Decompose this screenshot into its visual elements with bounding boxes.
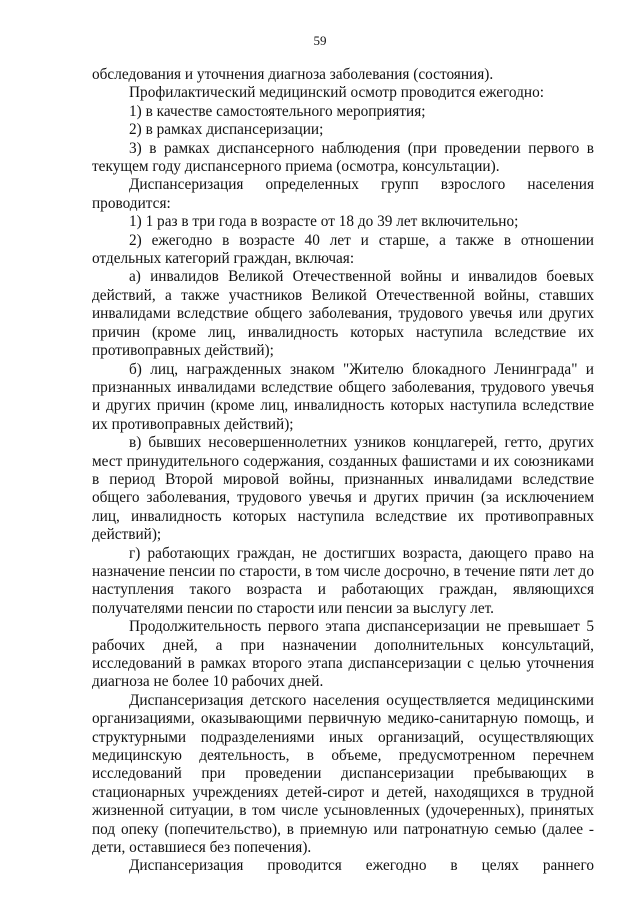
paragraph-continuation: обследования и уточнения диагноза заболевания (состояния). [92, 66, 494, 83]
paragraph-duration: Продолжительность первого этапа диспансеризации не превышает 5 рабочих дней, а при назначении дополнительных консультаций, исследований в рамках второго этапа диспансеризации с целью уточнения диагноза не более 10 рабочих дней. [92, 618, 594, 691]
list-item-b: б) лиц, награжденных знаком "Жителю блокадного Ленинграда" и признанных инвалидами вследствие общего заболевания, трудового увечья и других причин (кроме лиц, инвалидность которых наступила вследствие их противоправных действий); [92, 360, 594, 433]
page-number: 59 [313, 33, 327, 48]
list-item-d: г) работающих граждан, не достигших возраста, дающего право на назначение пенсии по старости, в том числе досрочно, в течение пяти лет до наступления такого возраста и работающих граждан, являющихся получателями пенсии по старости или пенсии за выслугу лет. [92, 544, 594, 617]
paragraph-adult-screening: Диспансеризация определенных групп взрослого населения проводится: [92, 176, 594, 212]
list-item-1: 1) в качестве самостоятельного мероприятия; [129, 102, 426, 120]
paragraph-checkup-frequency: Профилактический медицинский осмотр проводится ежегодно: [129, 84, 544, 102]
list-item-2: 2) в рамках диспансеризации; [129, 121, 324, 139]
list-item-age-40-plus: 2) ежегодно в возрасте 40 лет и старше, а также в отношении отдельных категорий граждан, включая: [92, 231, 594, 268]
list-item-c: в) бывших несовершеннолетних узников концлагерей, гетто, других мест принудительного содержания, созданных фашистами и их союзниками в период Второй мировой войны, признанных инвалидами вследствие общего заболевания, трудового увечья и других причин (за исключением лиц, инвалидность которых наступила вследствие их противоправных действий); [92, 434, 594, 544]
list-item-a: а) инвалидов Великой Отечественной войны и инвалидов боевых действий, а также участников Великой Отечественной войны, ставших инвалидами вследствие общего заболевания, трудового увечья или других причин (кроме лиц, инвалидность которых наступила вследствие их противоправных действий); [92, 268, 594, 360]
list-item-3: 3) в рамках диспансерного наблюдения (при проведении первого в текущем году диспансерного приема (осмотра, консультации). [92, 139, 594, 176]
paragraph-child-screening: Диспансеризация детского населения осуществляется медицинскими организациями, оказывающими первичную медико-санитарную помощь, и структурными подразделениями иных организаций, осуществляющих медицинскую деятельность, в объеме, предусмотренном перечнем исследований при проведении диспансеризации пребывающих в стационарных учреждениях детей-сирот и детей, находящихся в трудной жизненной ситуации, в том числе усыновленных (удочеренных), принятых под опеку (попечительство), в приемную или патронатную семью (далее - дети, оставшиеся без попечения). [92, 691, 594, 857]
document-body [92, 66, 594, 876]
paragraph-final-fragment: Диспансеризация проводится ежегодно в целях раннего [129, 857, 594, 875]
list-item-age-18-39: 1) 1 раз в три года в возрасте от 18 до 39 лет включительно; [129, 213, 519, 231]
